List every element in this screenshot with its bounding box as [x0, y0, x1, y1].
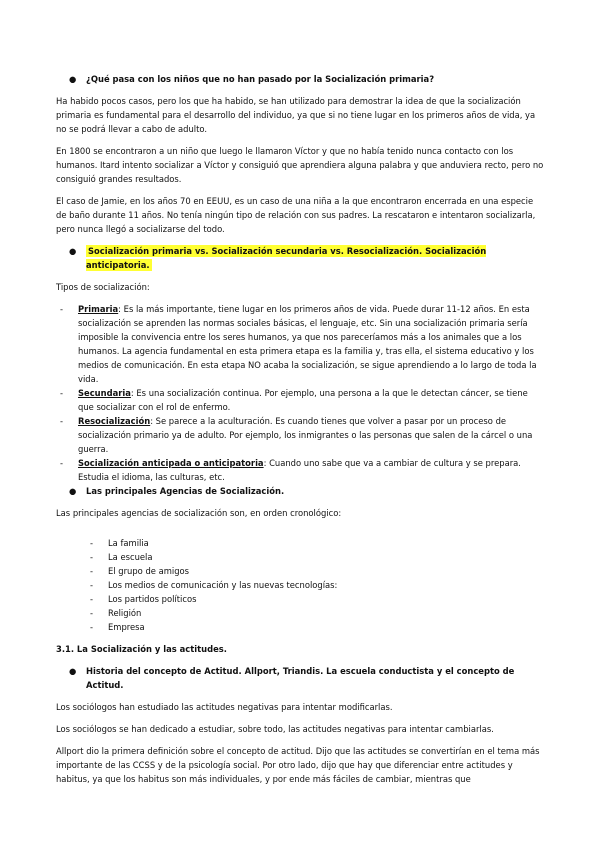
dash-bullet: - — [90, 580, 94, 590]
agency: El grupo de amigos — [108, 566, 190, 576]
paragraph: Tipos de socialización: — [56, 282, 150, 292]
definition: : Es la más importante, tiene lugar en los primeros años de vida. Puede durar 11-12 años. En esta socialización se aprenden las normas sociales básicas, el lenguaje, etc. Sin una socialización primaria sería imposible la convivencia entre los seres humanos, ya que nos pareceríamos más a los animales que a los humanos. La agencia fundamental en esta primera etapa es la familia y, tras ella, el sistema educativo y los medios de comunicación. En esta etapa NO acaba la socialización, se sigue aprendiendo a lo largo de toda la vida. — [78, 304, 537, 384]
list-item — [56, 620, 546, 634]
paragraph: Ha habido pocos casos, pero los que ha habido, se han utilizado para demostrar la idea de que la socialización primaria es fundamental para el desarrollo del individuo, ya que si no tiene lugar en los primeros años de vida, ya no se podrá llevar a cabo de adulto. — [56, 96, 536, 134]
dash-bullet: - — [90, 566, 94, 576]
bullet-icon: ● — [69, 74, 77, 84]
dash-bullet: - — [90, 594, 94, 604]
bullet-icon: ● — [69, 486, 77, 496]
dash-bullet: - — [60, 304, 64, 314]
term: Secundaria — [78, 388, 131, 398]
dash-bullet: - — [60, 458, 64, 468]
term: Primaria — [78, 304, 119, 314]
list-item — [56, 578, 546, 592]
term: Resocialización — [78, 416, 151, 426]
paragraph: Allport dio la primera definición sobre el concepto de actitud. Dijo que las actitudes se convertirían en el tema más importante de las CCSS y de la psicología social. Por otro lado, dijo que hay que diferenciar entre actitudes y habitus, ya que los habitus son más individuales, y por ende más fáciles de cambiar, mientras que — [56, 746, 540, 784]
paragraph: Los sociólogos han estudiado las actitudes negativas para intentar modificarlas. — [56, 702, 393, 712]
question-heading-no-socializados — [56, 72, 546, 86]
list-item — [56, 564, 546, 578]
heading-text: Las principales Agencias de Socialización. — [86, 486, 285, 496]
agency: La familia — [108, 538, 149, 548]
dash-bullet: - — [90, 622, 94, 632]
dash-bullet: - — [90, 538, 94, 548]
definition: : Es una socialización continua. Por ejemplo, una persona a la que le detectan cáncer, se tiene que socializar con el rol de enfermo. — [78, 388, 528, 412]
list-item — [56, 536, 546, 550]
dash-bullet: - — [90, 552, 94, 562]
list-item — [56, 606, 546, 620]
section-title: 3.1. La Socialización y las actitudes. — [56, 644, 227, 654]
agency: Empresa — [108, 622, 145, 632]
agency: La escuela — [108, 552, 153, 562]
question-heading-actitud — [56, 664, 546, 692]
agency: Los medios de comunicación y las nuevas tecnologías: — [108, 580, 338, 590]
document-page — [56, 72, 546, 786]
list-item-primaria — [56, 302, 546, 386]
paragraph: Las principales agencias de socialización son, en orden cronológico: — [56, 508, 342, 518]
dash-bullet: - — [60, 388, 64, 398]
list-item-anticipatoria — [56, 456, 546, 484]
term: Socialización anticipada o anticipatoria — [78, 458, 264, 468]
list-item — [56, 592, 546, 606]
heading-text: ¿Qué pasa con los niños que no han pasado por la Socialización primaria? — [86, 74, 435, 84]
question-heading-tipos — [56, 244, 546, 272]
agency: Los partidos políticos — [108, 594, 197, 604]
paragraph: En 1800 se encontraron a un niño que luego le llamaron Víctor y que no había tenido nunca contacto con los humanos. Itard intento socializar a Víctor y consiguió que aprendiera alguna palabra y que anduviera recto, pero no consiguió grandes resultados. — [56, 146, 544, 184]
question-heading-agencias — [56, 484, 546, 498]
bullet-icon: ● — [69, 666, 77, 676]
paragraph: Los sociólogos se han dedicado a estudiar, sobre todo, las actitudes negativas para intentar cambiarlas. — [56, 724, 494, 734]
dash-bullet: - — [60, 416, 64, 426]
list-item — [56, 550, 546, 564]
agency: Religión — [108, 608, 142, 618]
list-item-resocializacion — [56, 414, 546, 456]
paragraph: El caso de Jamie, en los años 70 en EEUU, es un caso de una niña a la que encontraron encerrada en una especie de baño durante 11 años. No tenía ningún tipo de relación con sus padres. La rescataron e intentaron socializarla, pero nunca llegó a socializarse del todo. — [56, 196, 536, 234]
dash-bullet: - — [90, 608, 94, 618]
list-item-secundaria — [56, 386, 546, 414]
definition: : Se parece a la aculturación. Es cuando tienes que volver a pasar por un proceso de socialización primario ya de adulto. Por ejemplo, los inmigrantes o las personas que salen de la cárcel o una guerra. — [78, 416, 533, 454]
highlighted-heading-text: Socialización primaria vs. Socialización secundaria vs. Resocialización. Socialización anticipatoria. — [86, 246, 487, 270]
definition: : Cuando uno sabe que va a cambiar de cultura y se prepara. Estudia el idioma, las culturas, etc. — [78, 458, 521, 482]
heading-text: Historia del concepto de Actitud. Allport, Triandis. La escuela conductista y el concepto de Actitud. — [86, 666, 515, 690]
bullet-icon: ● — [69, 246, 77, 256]
